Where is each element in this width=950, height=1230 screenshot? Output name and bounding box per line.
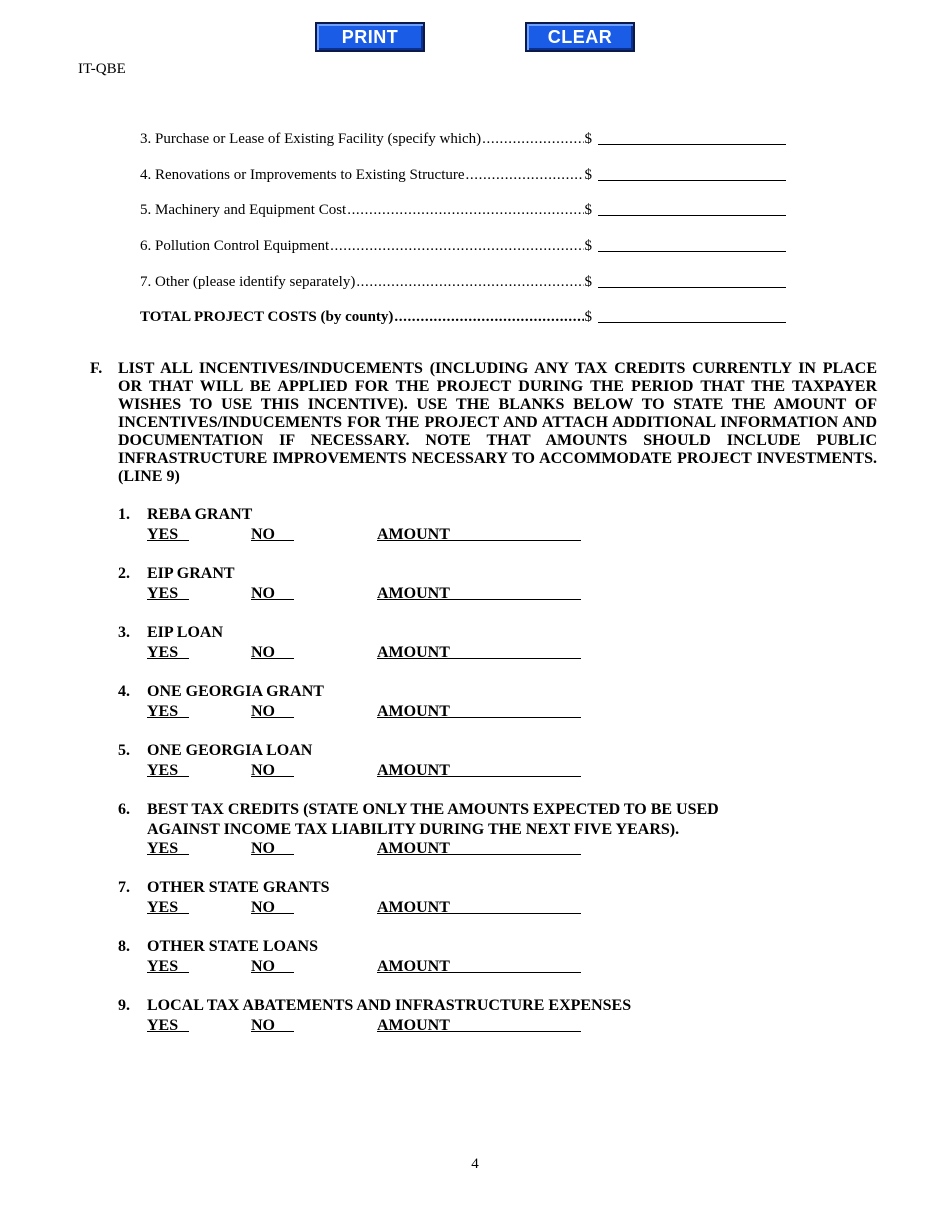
incentive-title: ONE GEORGIA LOAN [147, 742, 313, 759]
no-label: NO [251, 643, 275, 661]
section-f [90, 360, 877, 486]
amount-blank[interactable] [377, 839, 581, 855]
amount-blank[interactable] [598, 129, 786, 145]
no-label: NO [251, 761, 275, 779]
amount-label: AMOUNT [377, 643, 450, 661]
no-label: NO [251, 840, 275, 857]
amount-blank[interactable] [377, 702, 581, 718]
incentive-item [118, 623, 687, 662]
cost-row-other [140, 271, 786, 291]
incentive-title-continued: AGAINST INCOME TAX LIABILITY DURING THE NEXT FIVE YEARS). [147, 820, 680, 838]
yes-label: YES [147, 761, 179, 779]
yes-blank[interactable] [147, 957, 189, 973]
cost-label: TOTAL PROJECT COSTS (by county) [140, 309, 394, 325]
cost-label: 5. Machinery and Equipment Cost [140, 202, 347, 218]
no-label: NO [251, 702, 275, 720]
answer-row [147, 1016, 687, 1036]
item-number: 8. [118, 938, 130, 955]
amount-label: AMOUNT [377, 584, 450, 602]
answer-row [147, 839, 687, 859]
yes-label: YES [147, 898, 179, 916]
leader-dots [330, 238, 583, 255]
currency-sign: $ [584, 167, 592, 183]
yes-blank[interactable] [147, 584, 189, 600]
yes-label: YES [147, 643, 179, 661]
no-blank[interactable] [251, 957, 294, 973]
yes-label: YES [147, 1016, 179, 1034]
amount-label: AMOUNT [377, 1016, 450, 1034]
amount-blank[interactable] [377, 957, 581, 973]
cost-label: 7. Other (please identify separately) [140, 274, 356, 290]
amount-label: AMOUNT [377, 702, 450, 720]
cost-row-total [140, 306, 786, 326]
incentive-item [118, 996, 687, 1035]
cost-row-pollution-control [140, 235, 786, 255]
amount-blank[interactable] [377, 761, 581, 777]
no-blank[interactable] [251, 839, 294, 855]
yes-blank[interactable] [147, 898, 189, 914]
item-number: 9. [118, 997, 130, 1014]
incentive-item [118, 878, 687, 917]
cost-row-renovations [140, 164, 786, 184]
no-blank[interactable] [251, 1016, 294, 1032]
yes-blank[interactable] [147, 643, 189, 659]
no-blank[interactable] [251, 584, 294, 600]
answer-row [147, 761, 687, 781]
currency-sign: $ [584, 238, 592, 254]
amount-blank[interactable] [598, 307, 786, 323]
section-f-instructions: LIST ALL INCENTIVES/INDUCEMENTS (INCLUDING ANY TAX CREDITS CURRENTLY IN PLACE OR THAT WILL BE APPLIED FOR THE PROJECT DURING THE PERIOD THAT THE TAXPAYER WISHES TO USE THIS INCENTIVE). USE THE BLANKS BELOW TO STATE THE AMOUNT OF INCENTIVES/INDUCEMENTS FOR THE PROJECT AND ATTACH ADDITIONAL INFORMATION AND DOCUMENTATION IF NECESSARY. NOTE THAT AMOUNTS SHOULD INCLUDE PUBLIC INFRASTRUCTURE IMPROVEMENTS NECESSARY TO ACCOMMODATE PROJECT INVESTMENTS. (LINE 9) [118, 360, 877, 485]
incentive-item [118, 741, 687, 780]
no-blank[interactable] [251, 525, 294, 541]
item-number: 7. [118, 879, 130, 896]
answer-row [147, 898, 687, 918]
leader-dots [482, 131, 583, 148]
cost-label: 6. Pollution Control Equipment [140, 238, 330, 254]
incentive-title: EIP LOAN [147, 624, 224, 641]
amount-label: AMOUNT [377, 840, 450, 857]
no-label: NO [251, 898, 275, 916]
no-blank[interactable] [251, 898, 294, 914]
yes-blank[interactable] [147, 702, 189, 718]
incentive-title: BEST TAX CREDITS (STATE ONLY THE AMOUNTS EXPECTED TO BE USED [147, 801, 719, 818]
yes-label: YES [147, 840, 179, 857]
no-label: NO [251, 1016, 275, 1034]
cost-row-machinery [140, 199, 786, 219]
form-id: IT-QBE [78, 61, 126, 77]
no-label: NO [251, 584, 275, 602]
incentive-item [118, 800, 719, 859]
answer-row [147, 957, 687, 977]
answer-row [147, 584, 687, 604]
yes-blank[interactable] [147, 839, 189, 855]
leader-dots [347, 202, 583, 219]
no-label: NO [251, 525, 275, 543]
item-number: 4. [118, 683, 130, 700]
amount-label: AMOUNT [377, 898, 450, 916]
amount-blank[interactable] [377, 525, 581, 541]
currency-sign: $ [584, 131, 592, 147]
incentive-title: OTHER STATE GRANTS [147, 879, 330, 896]
amount-blank[interactable] [377, 584, 581, 600]
no-blank[interactable] [251, 702, 294, 718]
item-number: 3. [118, 624, 130, 641]
amount-blank[interactable] [377, 898, 581, 914]
yes-blank[interactable] [147, 1016, 189, 1032]
leader-dots [466, 167, 584, 184]
answer-row [147, 702, 687, 722]
incentive-item [118, 682, 687, 721]
yes-blank[interactable] [147, 761, 189, 777]
yes-blank[interactable] [147, 525, 189, 541]
amount-blank[interactable] [598, 272, 786, 288]
yes-label: YES [147, 525, 179, 543]
incentive-item [118, 505, 687, 544]
leader-dots [394, 309, 583, 326]
amount-label: AMOUNT [377, 525, 450, 543]
amount-blank[interactable] [598, 200, 786, 216]
currency-sign: $ [584, 309, 592, 325]
incentive-title: OTHER STATE LOANS [147, 938, 319, 955]
amount-blank[interactable] [377, 643, 581, 659]
clear-button[interactable]: CLEAR [525, 22, 635, 52]
item-number: 6. [118, 801, 130, 818]
amount-label: AMOUNT [377, 957, 450, 975]
item-number: 2. [118, 565, 130, 582]
incentive-item [118, 937, 687, 976]
yes-label: YES [147, 702, 179, 720]
answer-row [147, 525, 687, 545]
item-number: 1. [118, 506, 130, 523]
yes-label: YES [147, 584, 179, 602]
incentive-title: EIP GRANT [147, 565, 235, 582]
incentive-title: LOCAL TAX ABATEMENTS AND INFRASTRUCTURE EXPENSES [147, 997, 632, 1014]
amount-blank[interactable] [598, 236, 786, 252]
item-number: 5. [118, 742, 130, 759]
incentive-title: REBA GRANT [147, 506, 253, 523]
leader-dots [356, 274, 583, 291]
print-button[interactable]: PRINT [315, 22, 425, 52]
incentive-title: ONE GEORGIA GRANT [147, 683, 324, 700]
yes-label: YES [147, 957, 179, 975]
amount-label: AMOUNT [377, 761, 450, 779]
cost-label: 4. Renovations or Improvements to Existing Structure [140, 167, 465, 183]
no-blank[interactable] [251, 761, 294, 777]
no-label: NO [251, 957, 275, 975]
answer-row [147, 643, 687, 663]
currency-sign: $ [584, 202, 592, 218]
page-number: 4 [471, 1156, 479, 1172]
currency-sign: $ [584, 274, 592, 290]
cost-label: 3. Purchase or Lease of Existing Facility (specify which) [140, 131, 482, 147]
amount-blank[interactable] [598, 165, 786, 181]
section-letter: F. [90, 360, 103, 377]
incentive-item [118, 564, 687, 603]
cost-row-purchase-lease [140, 128, 786, 148]
amount-blank[interactable] [377, 1016, 581, 1032]
no-blank[interactable] [251, 643, 294, 659]
